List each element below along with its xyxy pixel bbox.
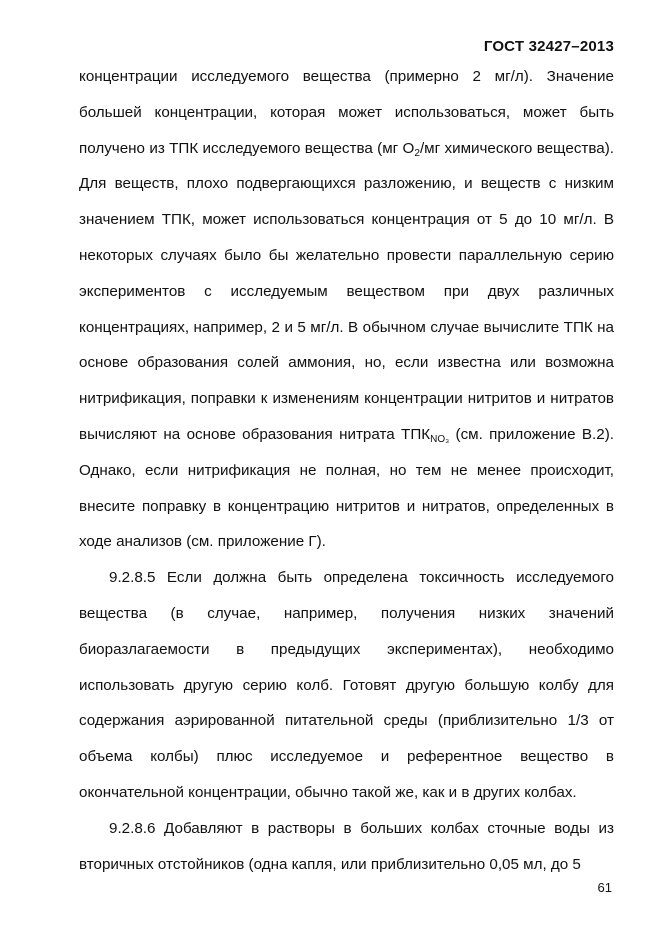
paragraph-continuation [79,59,614,560]
document-body [79,59,614,882]
document-header-code: ГОСТ 32427–2013 [483,38,614,55]
page-number: 61 [597,880,612,895]
paragraph-text-part: /мг химического вещества). Для веществ, плохо подвергающихся разложению, и веществ с низким значением ТПК, может использоваться концентрация от 5 до 10 мг/л. В некоторых случаях было бы желательно провести параллельную серию экспериментов с исследуемым веществом при двух различных концентрациях, например, 2 и 5 мг/л. В обычном случае вычислите ТПК на основе образования солей аммония, но, если известна или возможна нитрификация, поправки к изменениям концентрации нитритов и нитратов вычисляют на основе образования нитрата ТПК [79,139,614,443]
paragraph-9-2-8-6: 9.2.8.6 Добавляют в растворы в больших колбах сточные воды из вторичных отстойников (одна капля, или приблизительно 0,05 мл, до 5 [79,819,614,873]
subscript-oxygen: 2 [414,147,420,159]
paragraph-text-part: концентрации исследуемого вещества (примерно 2 мг/л). Значение большей концентрации, которая может использоваться, может быть получено из ТПК исследуемого вещества (мг O [79,68,614,157]
subscript-nitrate: NO₃ [430,433,450,445]
paragraph-9-2-8-5: 9.2.8.5 Если должна быть определена токсичность исследуемого вещества (в случае, например, получения низких значений биоразлагаемости в предыдущих экспериментах), необходимо использовать другую серию колб. Готовят другую большую колбу для содержания аэрированной питательной среды (приблизительно 1/3 от объема колбы) плюс исследуемое и референтное вещество в окончательной концентрации, обычно такой же, как и в других колбах. [79,569,614,801]
paragraph-text-part: (см. приложение В.2). Однако, если нитрификация не полная, но тем не менее происходит, внесите поправку в концентрацию нитритов и нитратов, определенных в ходе анализов (см. приложение Г). [79,425,614,551]
